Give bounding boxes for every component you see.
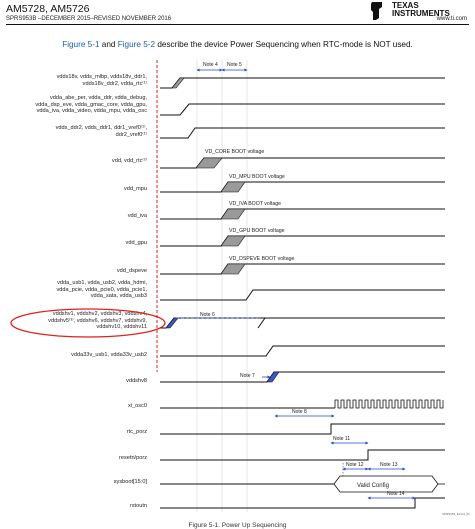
brand-line-1: TEXAS	[392, 1, 419, 10]
label-line: vddshv10, vddshv11	[96, 324, 147, 331]
ramp-vddshv-blue	[166, 318, 178, 328]
waveform-vdd-gpu	[160, 236, 445, 246]
waveforms	[160, 78, 445, 508]
intro-rest: describe the device Power Sequencing when RTC-mode is NOT used.	[155, 40, 413, 49]
label-line: vdda33v_usb1, vdda33v_usb2	[71, 352, 147, 358]
label-line: vdd_dspeve	[116, 268, 147, 274]
waveform-vdda-usb	[160, 290, 445, 300]
label-line: sysboot[15:0]	[113, 479, 147, 485]
vddshv-second-ramp	[258, 318, 265, 328]
waveform-vdd-iva	[160, 209, 445, 219]
label-line: vdda_pcie, vdda_pcie0, vdda_pcie1,	[56, 286, 147, 293]
doc-revision: SPRS953B –DECEMBER 2015–REVISED NOVEMBER 2016	[6, 16, 172, 22]
ramp-vdd-dspeve	[221, 264, 245, 274]
vd-core-boot-label: VD_CORE BOOT voltage	[205, 149, 265, 155]
note-5-label: Note 5	[227, 62, 242, 68]
xi-osc0-clock	[335, 400, 443, 408]
figure-5-1-link[interactable]: Figure 5-1	[62, 40, 100, 49]
label-line: ddr2_vref0⁽¹⁾	[115, 131, 147, 138]
waveform-vdd-dspeve	[160, 264, 445, 274]
label-line: vdd_gpu	[125, 240, 147, 246]
ramp-vdd-gpu	[221, 236, 245, 246]
sysboot-valid-config-bus	[334, 476, 445, 492]
label-line: vdd_iva	[127, 213, 147, 219]
note-7-label: Note 7	[240, 373, 255, 379]
doc-title: AM5728, AM5726	[6, 3, 90, 15]
waveform-rstoutn	[160, 498, 445, 508]
note-6-label: Note 6	[200, 312, 215, 318]
vd-mpu-boot-label: VD_MPU BOOT voltage	[229, 174, 285, 180]
label-line: vdd, vdd_rtc⁽²⁾	[111, 158, 147, 164]
note-4-label: Note 4	[203, 62, 218, 68]
note-11-label: Note 11	[333, 436, 351, 442]
ramp-vdd-iva	[221, 209, 245, 219]
valid-config-label: Valid Config	[357, 483, 389, 489]
figure-caption: Figure 5-1. Power Up Sequencing	[188, 522, 287, 529]
vddshv-highlight-circle	[11, 309, 165, 337]
vd-dspeve-boot-label: VD_DSPEVE BOOT voltage	[229, 256, 295, 262]
vd-iva-boot-label: VD_IVA BOOT voltage	[229, 201, 281, 207]
note-12-label: Note 12	[346, 462, 364, 468]
ramp-vdd-mpu	[221, 182, 245, 192]
waveform-vdds18v	[160, 78, 445, 88]
label-line: vdds_ddr2, vdds_ddr1, ddr1_vref0⁽¹⁾,	[55, 125, 147, 131]
label-line: vdda_abe_per, vdda_ddr, vdda_debug,	[49, 95, 147, 101]
ramp-vdds18v	[172, 78, 184, 88]
waveform-vdda33v	[160, 346, 445, 356]
waveform-vddshv8	[160, 372, 445, 382]
waveform-vdda-group	[160, 104, 445, 115]
waveform-vdd-mpu	[160, 182, 445, 192]
note-13-label: Note 13	[380, 462, 398, 468]
figure-id: SPRS953_ELCH_01	[442, 512, 470, 516]
label-line: vdd_mpu	[123, 186, 147, 192]
label-line: vdda_dsp_eve, vdda_gmac_core, vdda_gpu,	[35, 101, 147, 108]
brand-line-2: INSTRUMENTS	[392, 9, 450, 18]
label-line: rtc_porz	[126, 429, 147, 435]
note-14-label: Note 14	[387, 491, 405, 497]
intro-and: and	[99, 40, 118, 49]
label-line: vdds18v_ddr2, vdda_rtc⁽¹⁾	[82, 80, 147, 87]
label-line: vdda_iva, vdda_video, vdda_mpu, vdda_osc	[36, 108, 147, 115]
label-line: vddshv8	[126, 378, 147, 384]
waveform-vddshv	[160, 318, 445, 328]
label-line: vdds18v, vdds_mlbp, vdds18v_ddr1,	[56, 74, 147, 80]
label-line: rstoutn	[129, 503, 147, 509]
waveform-rtc-porz	[160, 424, 445, 434]
label-line: vdda_sata, vdda_usb3	[90, 293, 147, 300]
label-line: vddshv5⁽³⁾, vddshv6, vddshv7, vddshv9,	[48, 317, 147, 324]
waveform-resetn	[160, 450, 445, 460]
figure-5-2-link[interactable]: Figure 5-2	[117, 40, 156, 49]
note-8-label: Note 8	[292, 409, 307, 415]
header-url[interactable]: www.ti.com	[436, 16, 467, 22]
vd-gpu-boot-label: VD_GPU BOOT voltage	[229, 228, 285, 234]
label-line: resetn/porz	[119, 455, 147, 461]
waveform-vdds-ddr	[160, 128, 445, 138]
label-line: vdda_usb1, vdda_usb2, vdda_hdmi,	[57, 280, 147, 286]
ramp-vdd-core	[196, 158, 222, 168]
label-line: xi_osc0	[128, 403, 147, 409]
label-line: vddshv1, vddshv2, vddshv3, vddshv4,	[52, 311, 147, 317]
